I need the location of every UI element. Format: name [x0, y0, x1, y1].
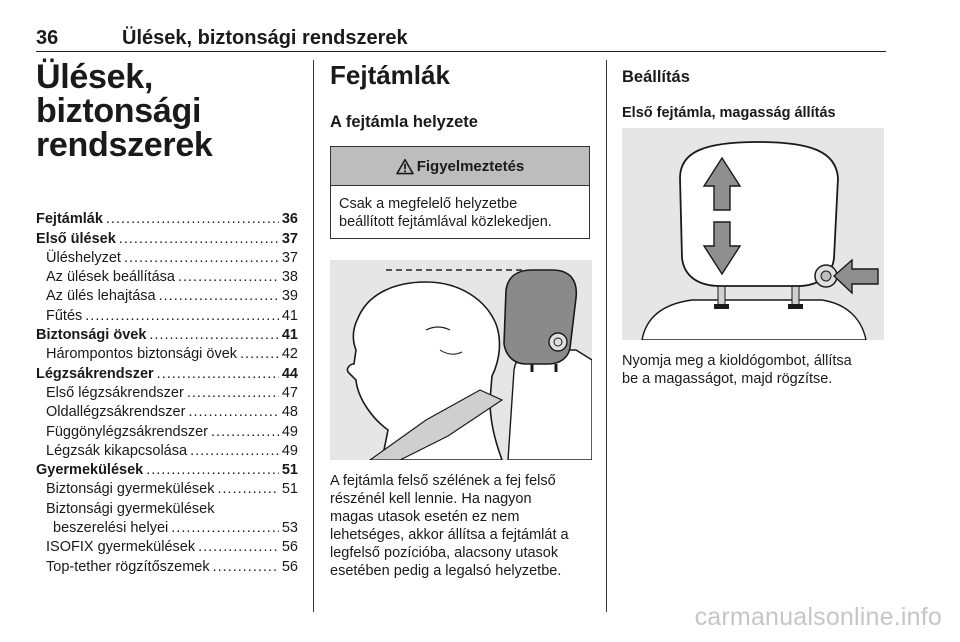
page-number: 36: [36, 27, 59, 49]
toc-entry[interactable]: [36, 403, 298, 422]
toc-entry-page: 44: [281, 365, 298, 382]
adjustment-column: [622, 60, 886, 387]
toc-entry[interactable]: [36, 442, 298, 461]
toc-entry-label: Fűtés: [46, 307, 83, 324]
toc-entry[interactable]: [36, 268, 298, 287]
toc-leader-dots: [85, 307, 279, 326]
toc-entry-page: 48: [281, 404, 298, 421]
section-title: Fejtámlák: [330, 60, 450, 90]
toc-entry-page: 51: [281, 462, 298, 479]
toc-leader-dots: [149, 326, 278, 345]
watermark: carmanualsonline.info: [694, 603, 942, 631]
post-guide: [788, 304, 803, 309]
toc-entry[interactable]: [36, 461, 298, 480]
toc-entry-page: 36: [281, 211, 298, 228]
toc-leader-dots: [198, 538, 279, 557]
toc-entry-label: Légzsákrendszer: [36, 365, 154, 382]
chapter-title-line1: Ülések, biztonsági: [36, 58, 202, 130]
toc-entry-label: Az ülés lehajtása: [46, 288, 156, 305]
toc-entry-page: 37: [281, 249, 298, 266]
warning-header: [331, 147, 589, 186]
toc-entry-label: beszerelési helyei: [53, 520, 169, 537]
adjustment-text: [622, 352, 886, 388]
post-guide: [714, 304, 729, 309]
warning-text: [331, 186, 589, 238]
toc-entry-page: 42: [281, 346, 298, 363]
text-line: Nyomja meg a kioldógombot, állítsa: [622, 353, 852, 369]
toc-leader-dots: [171, 519, 279, 538]
warning-line: beállított fejtámlával közlekedjen.: [339, 214, 552, 230]
toc-entry[interactable]: [36, 249, 298, 268]
toc-leader-dots: [119, 230, 279, 249]
toc-entry-label: Hárompontos biztonsági övek: [46, 346, 238, 363]
toc-entry-label: Első ülések: [36, 230, 116, 247]
toc-entry-page: 49: [281, 442, 298, 459]
toc-leader-dots: [217, 480, 278, 499]
toc-leader-dots: [146, 461, 279, 480]
toc-entry-label: Légzsák kikapcsolása: [46, 442, 188, 459]
toc-entry-page: 41: [281, 327, 298, 344]
header-title: Ülések, biztonsági rendszerek: [122, 27, 408, 49]
warning-box: [330, 146, 590, 239]
toc-leader-dots: [159, 287, 279, 306]
headrest: [504, 270, 576, 364]
toc-entry[interactable]: [36, 480, 298, 499]
toc-entry[interactable]: [36, 557, 298, 576]
toc-entry[interactable]: [36, 210, 298, 229]
chapter-title: [36, 60, 298, 162]
toc-entry-page: 56: [281, 539, 298, 556]
text-line: esetében pedig a legalsó helyzetbe.: [330, 563, 562, 579]
toc-entry-page: 51: [281, 481, 298, 498]
toc-entry[interactable]: [36, 519, 298, 538]
column-divider-left: [313, 60, 314, 612]
text-line: magas utasok esetén ez nem: [330, 509, 520, 525]
toc-entry-label: Biztonsági gyermekülések: [46, 500, 215, 517]
headrest: [680, 142, 838, 286]
toc-entry-page: 41: [281, 307, 298, 324]
adjustment-subhead: Első fejtámla, magasság állítás: [622, 105, 836, 121]
seat-back: [508, 350, 592, 460]
toc-entry[interactable]: [36, 538, 298, 557]
toc-column: [36, 60, 298, 577]
warning-line: Csak a megfelelő helyzetbe: [339, 196, 518, 212]
toc-leader-dots: [213, 558, 279, 577]
headrest-adjustment-illustration: [622, 128, 884, 340]
text-line: legfelső pozícióba, alacsony utasok: [330, 545, 559, 561]
toc-entry[interactable]: [36, 345, 298, 364]
toc-entry-page: 38: [281, 269, 298, 286]
toc-leader-dots: [211, 423, 279, 442]
toc-entry-label: Első légzsákrendszer: [46, 384, 184, 401]
toc-entry-label: Üléshelyzet: [46, 249, 121, 266]
toc-entry-page: 47: [281, 384, 298, 401]
toc-entry[interactable]: [36, 229, 298, 248]
text-line: részénél kell lennie. Ha nagyon: [330, 491, 532, 507]
toc-leader-dots: [188, 403, 278, 422]
text-line: be a magasságot, majd rögzítse.: [622, 371, 833, 387]
toc-entry-label: Oldallégzsákrendszer: [46, 404, 186, 421]
toc-leader-dots: [157, 365, 279, 384]
toc-entry[interactable]: [36, 326, 298, 345]
text-line: A fejtámla felső szélének a fej felső: [330, 473, 556, 489]
toc-entry-label: Biztonsági gyermekülések: [46, 481, 215, 498]
toc-leader-dots: [240, 345, 279, 364]
headrest-position-text: [330, 472, 592, 580]
toc-entry-label: Fejtámlák: [36, 211, 103, 228]
column-divider-right: [606, 60, 607, 612]
chapter-title-line2: rendszerek: [36, 126, 213, 164]
table-of-contents: [36, 210, 298, 577]
toc-entry-label: ISOFIX gyermekülések: [46, 539, 196, 556]
toc-entry[interactable]: [36, 287, 298, 306]
toc-entry-page: 53: [281, 520, 298, 537]
headrest-position-column: [330, 60, 592, 579]
text-line: lehetséges, akkor állítsa a fejtámlát a: [330, 527, 569, 543]
toc-entry[interactable]: [36, 364, 298, 383]
toc-leader-dots: [178, 268, 279, 287]
toc-entry-label: Biztonsági övek: [36, 327, 147, 344]
release-button-center: [821, 271, 831, 281]
headrest-position-illustration: [330, 260, 592, 460]
toc-entry[interactable]: [36, 422, 298, 441]
toc-entry[interactable]: [36, 306, 298, 325]
toc-leader-dots: [190, 442, 279, 461]
warning-title: Figyelmeztetés: [416, 157, 525, 175]
toc-leader-dots: [124, 249, 279, 268]
page-header: [36, 27, 886, 52]
toc-entry-label: Az ülések beállítása: [46, 269, 175, 286]
toc-entry[interactable]: [36, 499, 298, 518]
adjustment-title: Beállítás: [622, 68, 690, 86]
warning-triangle-icon: [396, 158, 414, 175]
toc-entry-label: Függönylégzsákrendszer: [46, 423, 209, 440]
toc-entry-label: Gyermekülések: [36, 462, 144, 479]
section-subhead: A fejtámla helyzete: [330, 113, 478, 131]
toc-entry-page: 56: [281, 558, 298, 575]
toc-leader-dots: [187, 384, 279, 403]
toc-entry-page: 49: [281, 423, 298, 440]
toc-entry-page: 37: [281, 230, 298, 247]
toc-entry-label: Top-tether rögzítőszemek: [46, 558, 210, 575]
toc-entry-page: 39: [281, 288, 298, 305]
toc-entry[interactable]: [36, 384, 298, 403]
seat-back: [642, 300, 866, 340]
release-button: [549, 333, 567, 351]
toc-leader-dots: [106, 210, 279, 229]
